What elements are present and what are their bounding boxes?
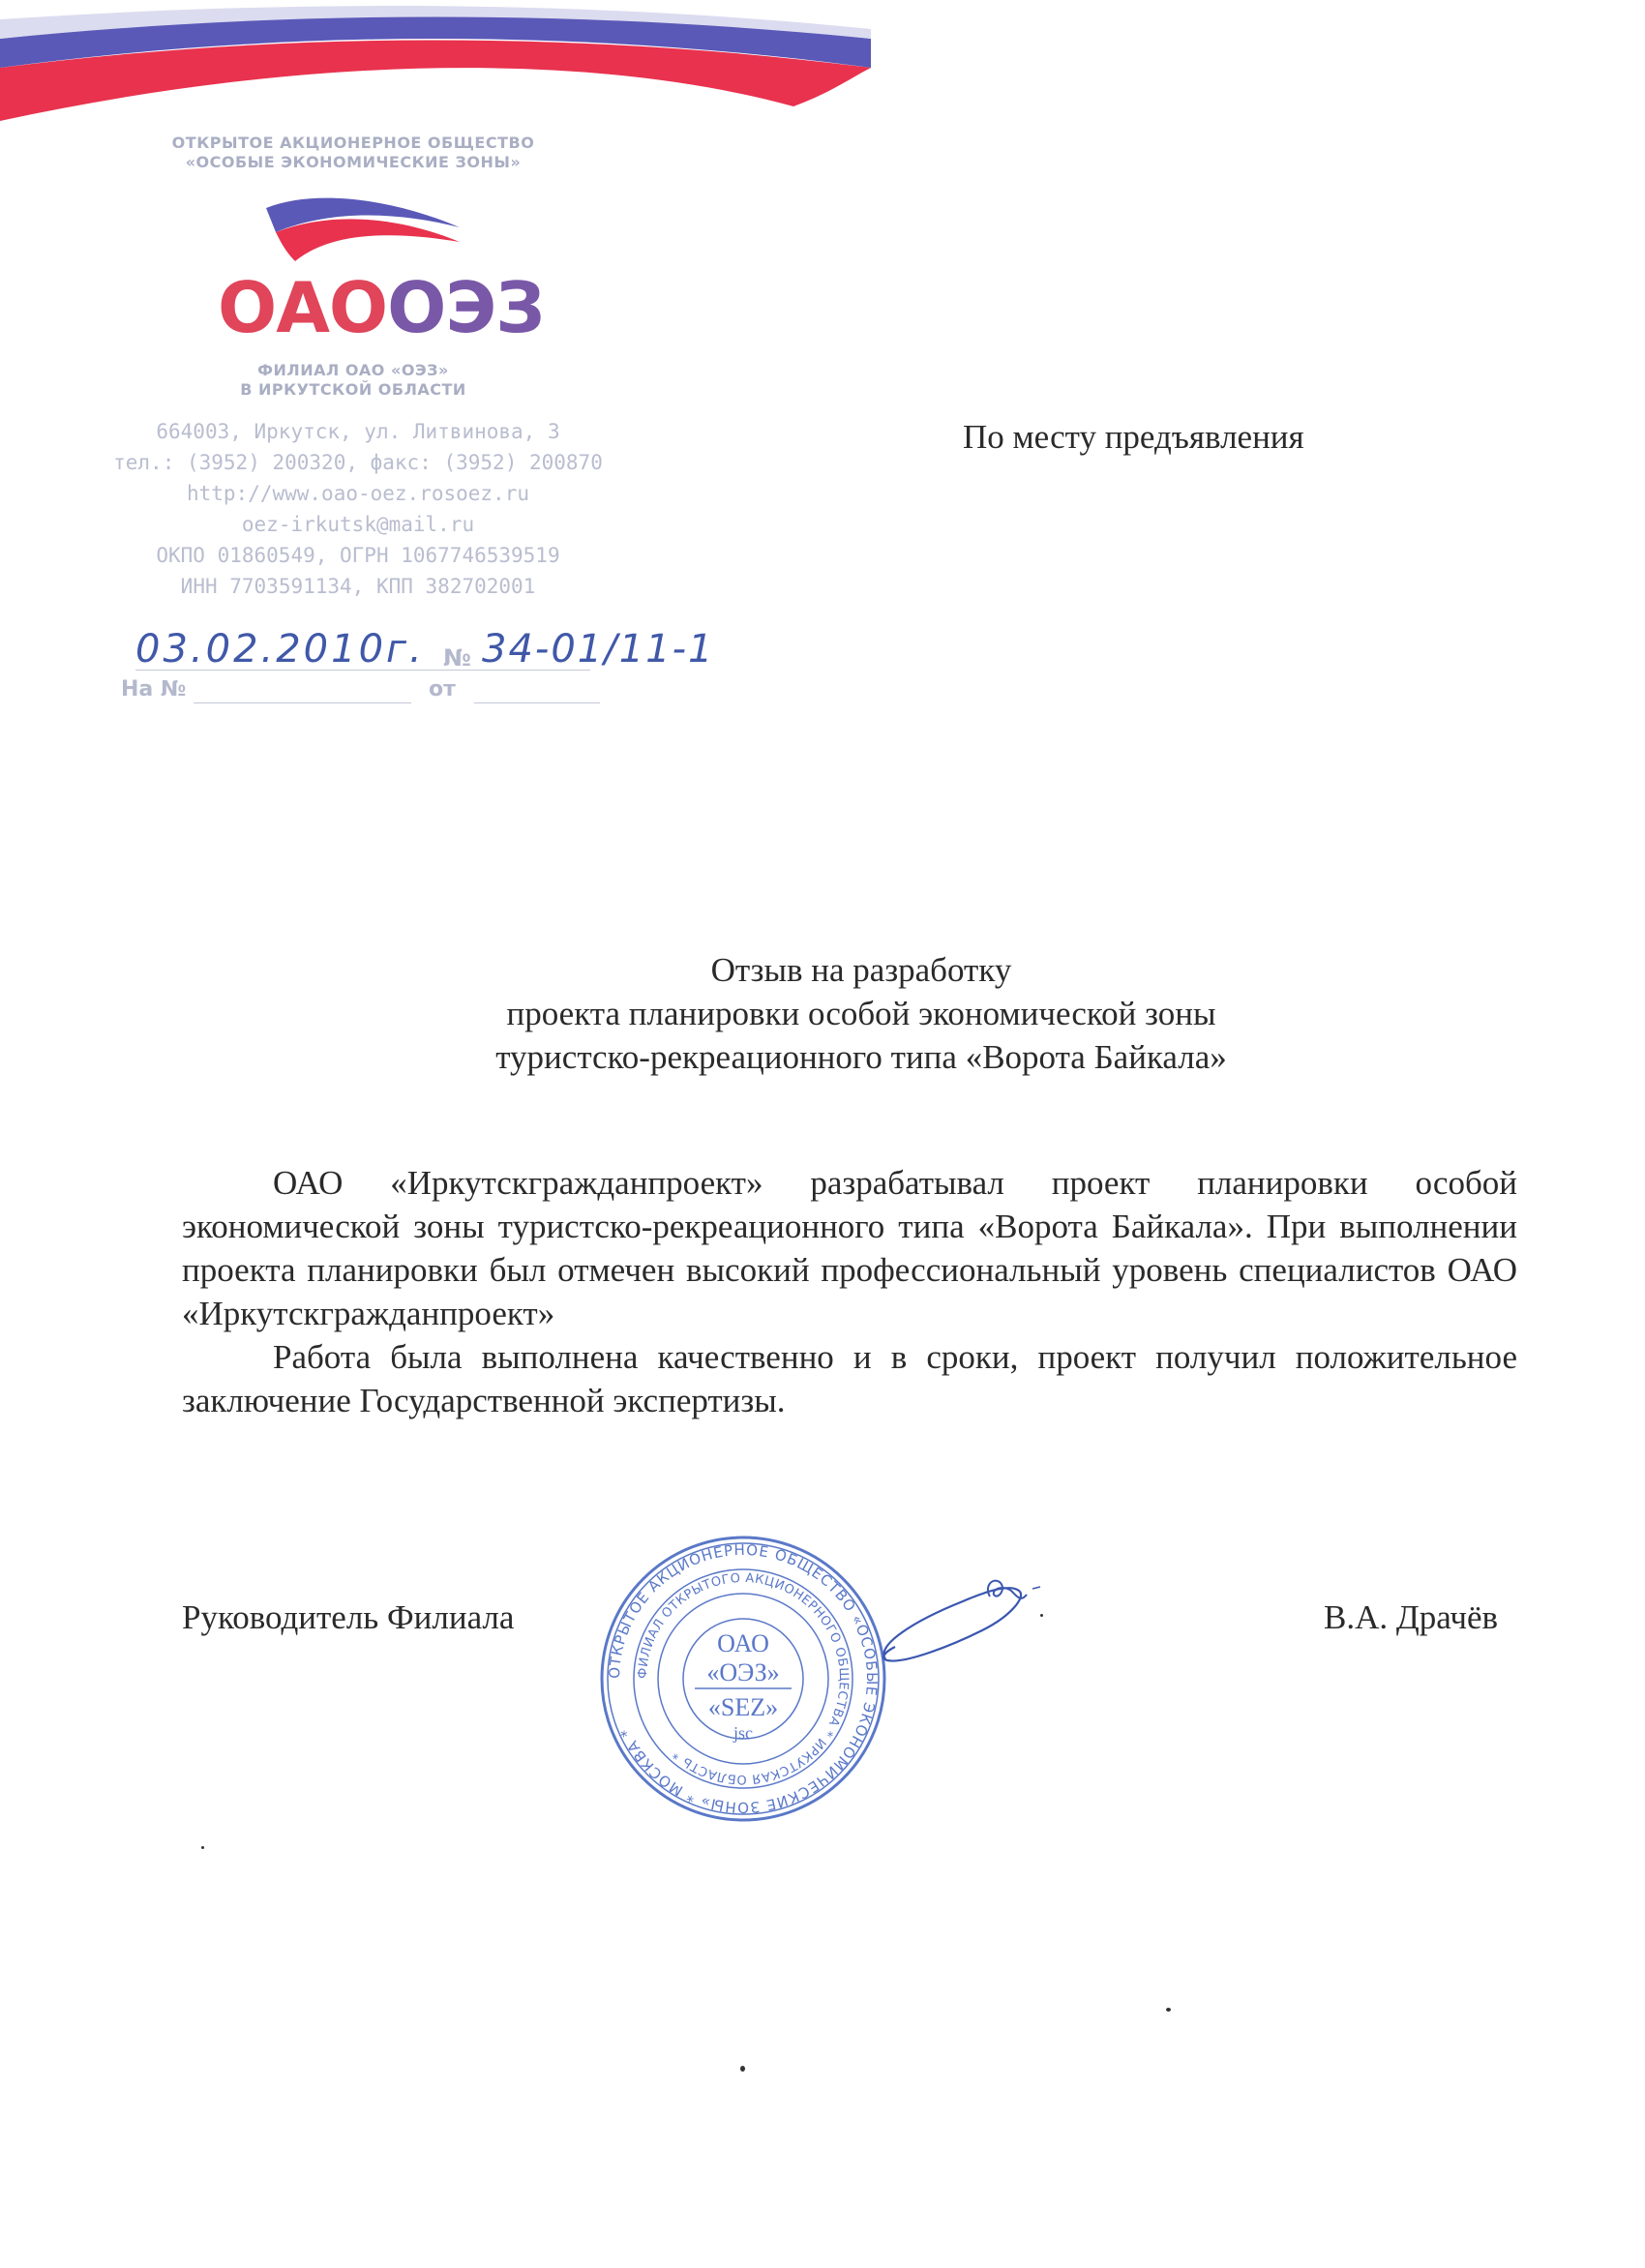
incoming-number-label: На № [121,677,187,701]
letter-title [242,948,1480,1079]
outgoing-underline [135,670,590,671]
title-line-1: Отзыв на разработку [710,951,1012,989]
company-logo [218,269,544,346]
seal-center-line-3: «SEZ» [707,1693,779,1721]
address: 664003, Иркутск, ул. Литвинова, 3 [156,420,560,443]
website: http://www.oao-oez.rosoez.ru [186,482,529,505]
signatory-role: Руководитель Филиала [182,1598,515,1636]
company-line-2: «ОСОБЫЕ ЭКОНОМИЧЕСКИЕ ЗОНЫ» [185,153,522,171]
title-line-3: туристско-рекреационного типа «Ворота Байкала» [495,1038,1227,1076]
body-paragraph-1: ОАО «Иркутскгражданпроект» разрабатывал проект планировки особой экономической зоны туристско-рекреационного типа «Ворота Байкала». При выполнении проекта планировки был отмечен высокий профессиональный уровень специалистов ОАО «Иркутскгражданпроект» [182,1164,1517,1332]
inn-kpp: ИНН 7703591134, КПП 382702001 [180,575,536,598]
seal-center-line-2: «ОЭЗ» [706,1658,780,1686]
outgoing-number: 34-01/11-1 [482,627,715,671]
logo-swoosh-icon [256,189,469,276]
seal-inner-text: ФИЛИАЛ ОТКРЫТОГО АКЦИОНЕРНОГО ОБЩЕСТВА * ИРКУТСКАЯ ОБЛАСТЬ * [635,1570,852,1787]
outgoing-date: 03.02.2010г. [135,627,425,671]
handwritten-signature [876,1577,1050,1669]
body-paragraph-2: Работа была выполнена качественно и в сроки, проект получил положительное заключение Государственной экспертизы. [182,1338,1517,1419]
contact-details [77,416,639,602]
okpo-ogrn: ОКПО 01860549, ОГРН 1067746539519 [156,544,560,567]
logo-part-oez: ОЭЗ [387,267,545,348]
outgoing-number-label: № [443,644,471,671]
scan-speck [1166,2008,1171,2012]
official-seal-stamp [598,1534,888,1824]
title-line-2: проекта планировки особой экономической зоны [506,995,1216,1032]
outgoing-reference [135,627,755,685]
addressee: По месту предъявления [963,418,1304,456]
logo-part-oao: ОАО [218,267,388,348]
company-header [164,134,542,172]
seal-center-line-4: jsc [733,1723,753,1743]
branch-header [213,361,494,400]
branch-line-2: В ИРКУТСКОЙ ОБЛАСТИ [240,380,466,399]
incoming-reference [121,677,605,706]
signatory-name: В.А. Драчёв [1324,1598,1499,1636]
company-line-1: ОТКРЫТОЕ АКЦИОНЕРНОЕ ОБЩЕСТВО [171,134,535,152]
incoming-date-label: от [429,677,456,701]
letter-body [182,1161,1517,1422]
phone-fax: тел.: (3952) 200320, факс: (3952) 200870 [113,451,603,474]
branch-line-1: ФИЛИАЛ ОАО «ОЭЗ» [257,361,449,379]
incoming-number-blank [194,702,411,703]
seal-center-line-1: ОАО [717,1629,769,1657]
scan-speck [201,1846,204,1849]
incoming-date-blank [474,702,600,703]
email: oez-irkutsk@mail.ru [241,513,475,536]
seal-outer-text: ОТКРЫТОЕ АКЦИОНЕРНОЕ ОБЩЕСТВО «ОСОБЫЕ ЭКОНОМИЧЕСКИЕ ЗОНЫ» * МОСКВА * [605,1540,882,1817]
scan-speck [740,2066,745,2072]
flag-banner-graphic [0,0,871,126]
scan-speck [1040,1614,1043,1617]
